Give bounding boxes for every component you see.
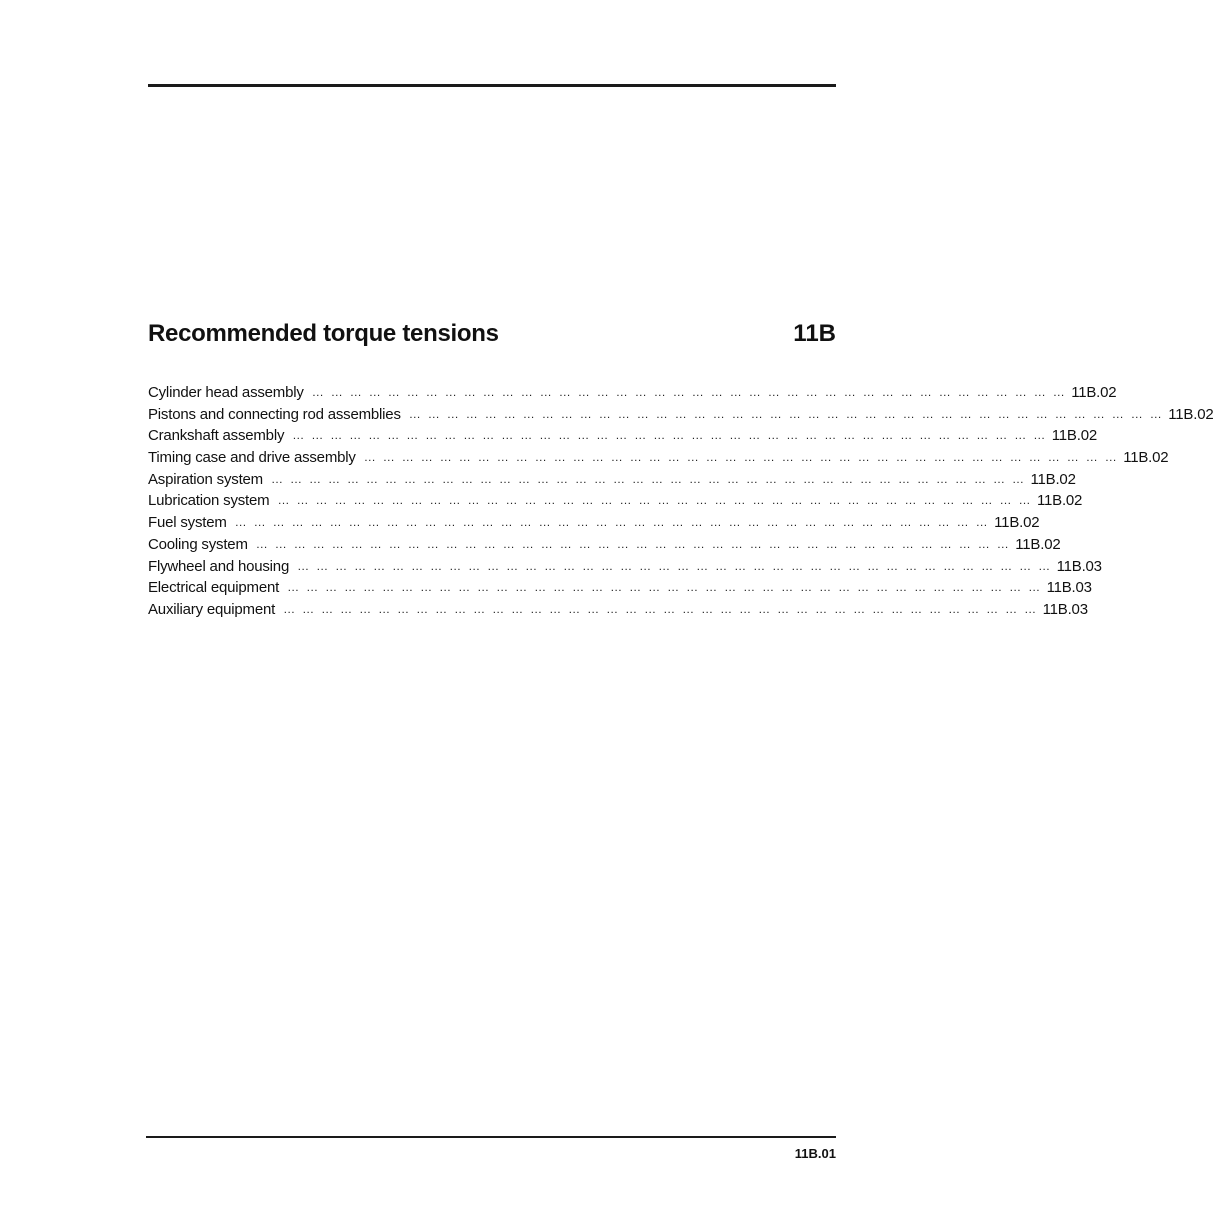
toc-leader-dots: … … … … … … … … … … … … … … … … … … … … … … … … … … … … … … … … … … … … … … … …: [311, 385, 1066, 399]
toc-entry: [148, 447, 1169, 469]
toc-entry-page: 11B.03: [1056, 557, 1102, 575]
toc-entry: [148, 577, 1092, 599]
toc-entry-page: 11B.02: [1015, 535, 1061, 553]
toc-entry-label: Timing case and drive assembly: [148, 449, 356, 467]
toc-leader-dots: … … … … … … … … … … … … … … … … … … … … … … … … … … … … … … … … … … … … … … … …: [408, 406, 1163, 421]
toc-leader-dots: … … … … … … … … … … … … … … … … … … … … … … … … … … … … … … … … … … … … … … … …: [283, 601, 1037, 616]
toc-entry-page: 11B.02: [994, 514, 1040, 532]
toc-leader-dots: … … … … … … … … … … … … … … … … … … … … … … … … … … … … … … … … … … … … … … … …: [277, 493, 1031, 508]
toc-entry-page: 11B.02: [1036, 492, 1083, 510]
toc-entry-page: 11B.02: [1051, 427, 1097, 445]
toc-entry-page: 11B.02: [1123, 449, 1169, 467]
toc-entry: [148, 599, 1088, 621]
table-of-contents: [148, 382, 1213, 621]
bottom-rule: [146, 1136, 836, 1138]
toc-entry-page: 11B.02: [1030, 470, 1076, 488]
toc-entry-label: Pistons and connecting rod assemblies: [148, 405, 401, 423]
toc-entry-label: Flywheel and housing: [148, 557, 290, 575]
toc-entry: [148, 404, 1213, 426]
toc-entry-label: Fuel system: [148, 514, 227, 532]
page-number: 11B.01: [794, 1146, 836, 1161]
toc-entry-label: Electrical equipment: [148, 579, 280, 597]
toc-entry: [148, 382, 1117, 404]
toc-leader-dots: … … … … … … … … … … … … … … … … … … … … … … … … … … … … … … … … … … … … … … … …: [255, 536, 1010, 551]
toc-entry: [148, 534, 1061, 556]
toc-leader-dots: … … … … … … … … … … … … … … … … … … … … … … … … … … … … … … … … … … … … … … … …: [287, 580, 1041, 595]
toc-entry-label: Aspiration system: [148, 470, 263, 488]
section-title: Recommended torque tensions: [148, 320, 499, 347]
toc-entry: [148, 425, 1097, 447]
toc-entry: [148, 490, 1083, 512]
toc-leader-dots: … … … … … … … … … … … … … … … … … … … … … … … … … … … … … … … … … … … … … … … …: [292, 428, 1046, 443]
section-header: [148, 318, 836, 350]
section-code: 11B: [793, 320, 836, 347]
toc-entry-page: 11B.02: [1071, 384, 1117, 401]
toc-entry-label: Auxiliary equipment: [148, 600, 276, 618]
toc-entry-label: Cooling system: [148, 535, 248, 553]
top-rule: [148, 84, 836, 87]
toc-entry-page: 11B.03: [1046, 579, 1092, 597]
toc-entry: [148, 556, 1102, 578]
toc-entry-page: 11B.03: [1042, 600, 1088, 618]
toc-leader-dots: … … … … … … … … … … … … … … … … … … … … … … … … … … … … … … … … … … … … … … … …: [297, 558, 1051, 573]
toc-entry: [148, 469, 1076, 491]
toc-entry-label: Crankshaft assembly: [148, 427, 285, 445]
toc-leader-dots: … … … … … … … … … … … … … … … … … … … … … … … … … … … … … … … … … … … … … … … …: [363, 450, 1118, 465]
toc-leader-dots: … … … … … … … … … … … … … … … … … … … … … … … … … … … … … … … … … … … … … … … …: [270, 471, 1025, 486]
toc-leader-dots: … … … … … … … … … … … … … … … … … … … … … … … … … … … … … … … … … … … … … … … …: [234, 515, 989, 530]
toc-entry: [148, 512, 1040, 534]
toc-entry-label: Cylinder head assembly: [148, 384, 304, 401]
toc-entry-label: Lubrication system: [148, 492, 270, 510]
toc-entry-page: 11B.02: [1168, 405, 1213, 423]
